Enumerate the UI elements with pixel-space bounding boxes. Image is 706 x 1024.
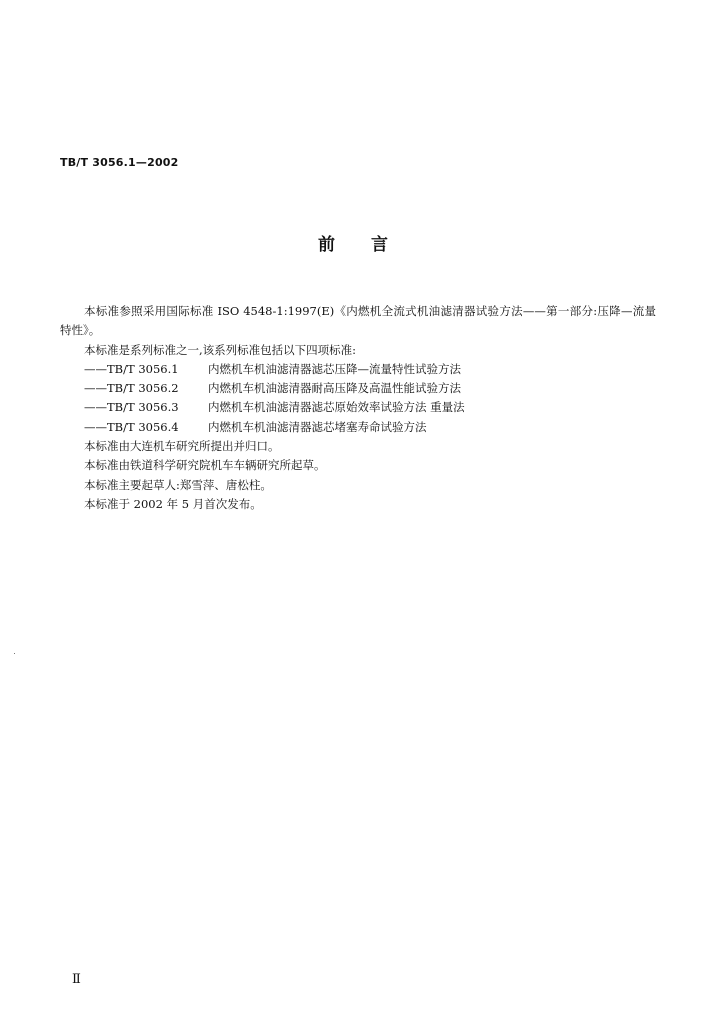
series-intro-paragraph: 本标准是系列标准之一,该系列标准包括以下四项标准: bbox=[84, 342, 357, 357]
list-item-code: ——TB/T 3056.3 bbox=[84, 400, 179, 415]
series-list bbox=[60, 360, 660, 437]
scan-speck bbox=[14, 653, 15, 654]
standard-code: TB/T 3056.1—2002 bbox=[60, 156, 179, 169]
list-item-code: ——TB/T 3056.2 bbox=[84, 381, 179, 396]
list-item-title: 内燃机车机油滤清器滤芯原始效率试验方法 重量法 bbox=[208, 400, 465, 415]
page-title: 前言 bbox=[318, 235, 424, 255]
list-item bbox=[60, 418, 660, 437]
list-item-code: ——TB/T 3056.4 bbox=[84, 419, 179, 434]
list-item bbox=[60, 379, 660, 398]
list-item-title: 内燃机车机油滤清器滤芯压降—流量特性试验方法 bbox=[208, 361, 461, 376]
list-item-title: 内燃机车机油滤清器耐高压降及高温性能试验方法 bbox=[208, 381, 461, 396]
list-item-title: 内燃机车机油滤清器滤芯堵塞寿命试验方法 bbox=[208, 419, 427, 434]
foreword-body bbox=[60, 302, 660, 514]
drafter-paragraph: 本标准由铁道科学研究院机车车辆研究所起草。 bbox=[84, 458, 326, 473]
proposer-paragraph: 本标准由大连机车研究所提出并归口。 bbox=[84, 439, 280, 454]
release-paragraph: 本标准于 2002 年 5 月首次发布。 bbox=[84, 496, 262, 511]
page-number: Ⅱ bbox=[72, 972, 81, 987]
list-item-code: ——TB/T 3056.1 bbox=[84, 361, 179, 376]
authors-paragraph: 本标准主要起草人:郑雪萍、唐松柱。 bbox=[84, 477, 272, 492]
intro-paragraph: 本标准参照采用国际标准 ISO 4548-1:1997(E)《内燃机全流式机油滤清器试验方法——第一部分:压降—流量特性》。 bbox=[60, 304, 656, 338]
list-item bbox=[60, 360, 660, 379]
list-item bbox=[60, 398, 660, 417]
